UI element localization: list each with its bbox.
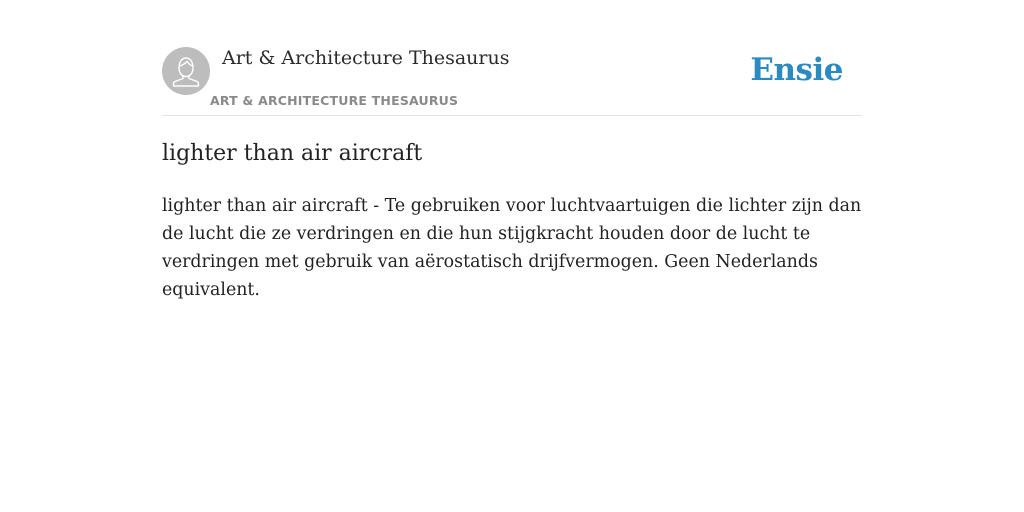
brand-logo[interactable]: Ensie [750, 52, 843, 88]
entry-title: lighter than air aircraft [162, 141, 423, 166]
author-subtitle: ART & ARCHITECTURE THESAURUS [210, 93, 459, 108]
entry-definition: lighter than air aircraft - Te gebruiken voor luchtvaartuigen die lichter zijn dan de lucht die ze verdringen en die hun stijgkracht houden door de lucht te verdringen met gebruik van aërostatisch drijfvermogen. Geen Nederlands equivalent. [162, 196, 862, 300]
user-icon [162, 47, 210, 95]
avatar[interactable] [162, 47, 210, 95]
header [162, 0, 862, 116]
page-container [162, 0, 862, 300]
author-name[interactable]: Art & Architecture Thesaurus [222, 47, 510, 69]
